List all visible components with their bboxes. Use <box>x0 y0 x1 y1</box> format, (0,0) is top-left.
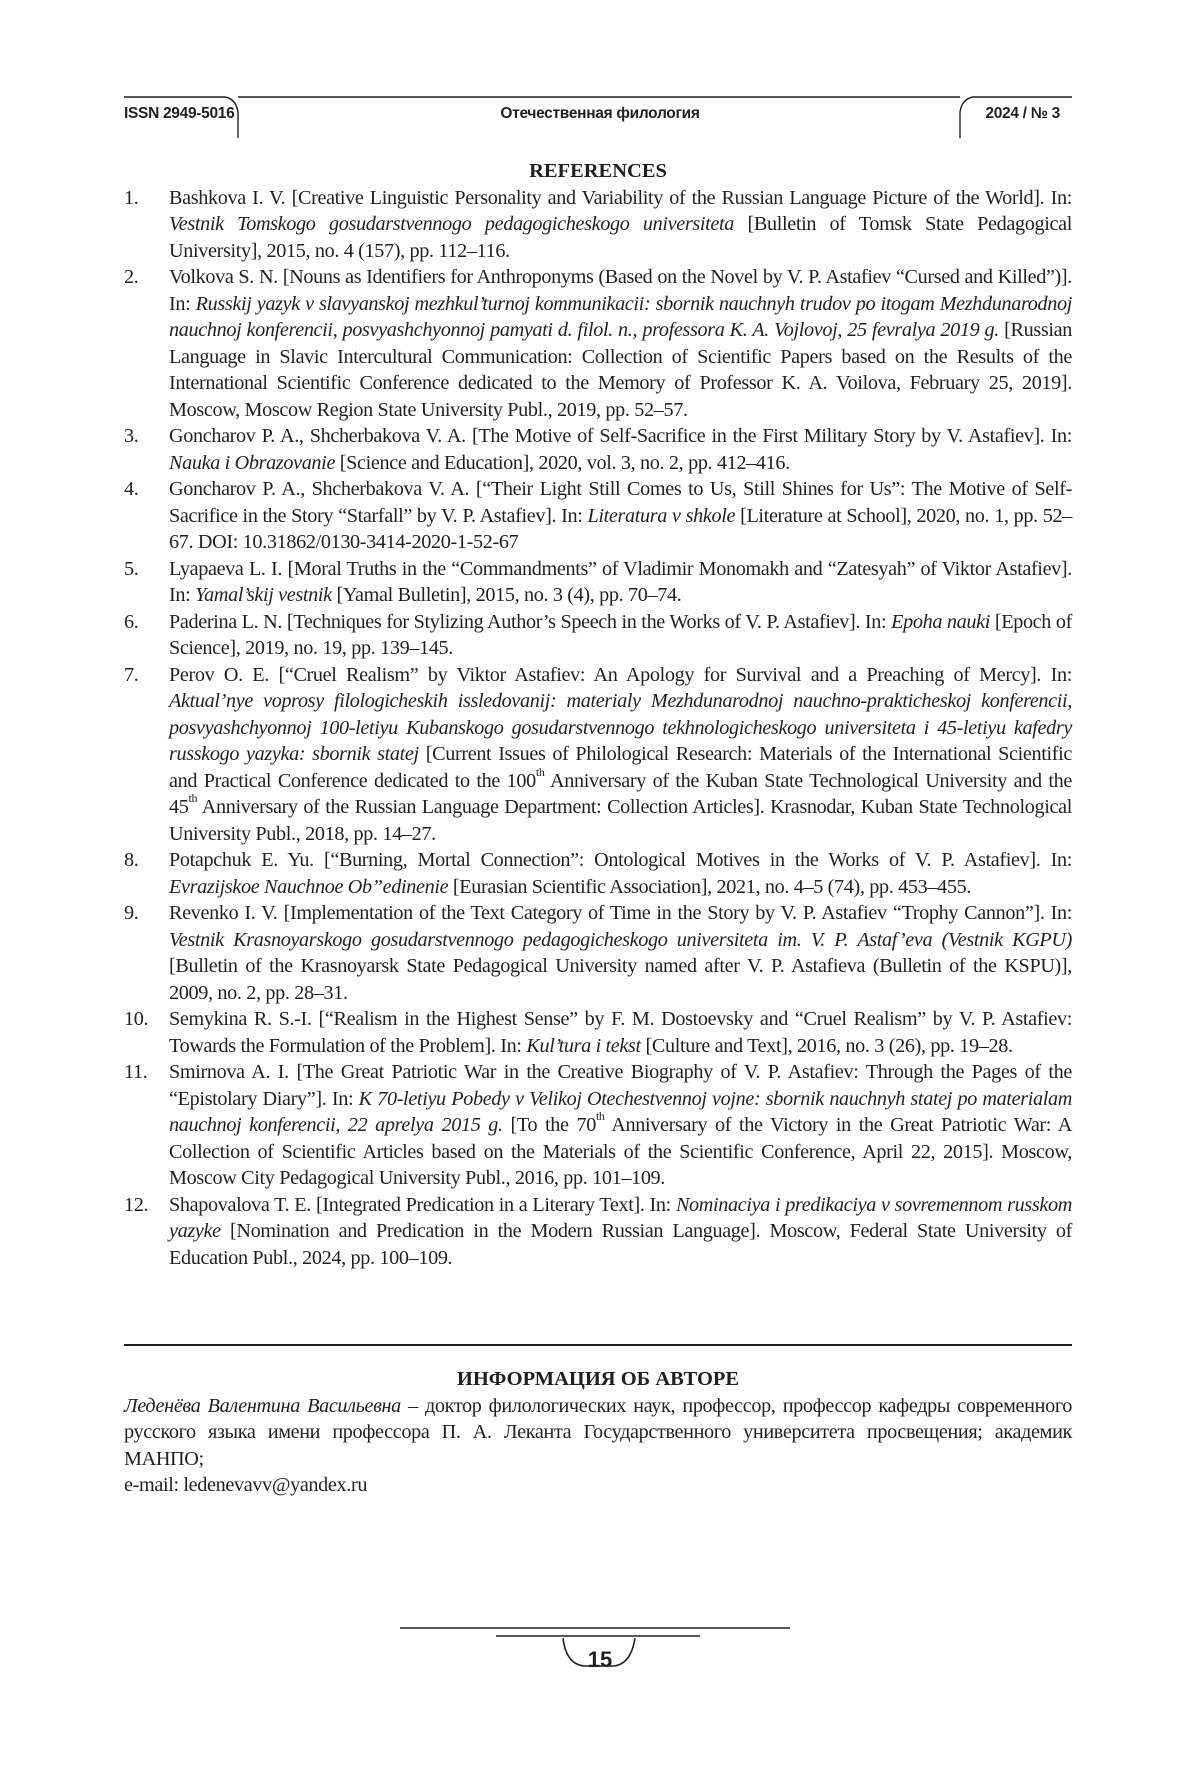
reference-source-title: Literatura v shkole <box>587 504 736 527</box>
reference-text <box>169 664 1072 845</box>
reference-text-segment: Paderina L. N. [Techniques for Stylizing Author’s Speech in the Works of V. P. Astafiev]. In: <box>169 610 892 633</box>
reference-item <box>124 662 1072 848</box>
reference-item <box>124 556 1072 609</box>
reference-number: 6. <box>124 610 139 633</box>
reference-text <box>169 558 1072 607</box>
reference-item <box>124 1006 1072 1059</box>
author-info-heading: ИНФОРМАЦИЯ ОБ АВТОРЕ <box>456 1368 740 1390</box>
reference-list <box>124 185 1072 1272</box>
reference-text-segment: [Bulletin of Tomsk State Pedagogical University], 2015, no. 4 (157), pp. 112–116. <box>169 213 1072 262</box>
reference-source-title: Aktual’nye voprosy filologicheskih issledovanij: materialy Mezhdunarodnoj nauchno-prakticheskoj konferencii, posvyashchyonnoj 100-letiyu Kubanskogo gosudarstvennogo tekhnologicheskogo universiteta i 45-letiyu kafedry russkogo yazyka: sbornik statej <box>169 690 1072 765</box>
reference-number: 11. <box>124 1061 148 1083</box>
reference-item <box>124 476 1072 556</box>
ordinal-suffix: th <box>595 1109 605 1124</box>
ordinal-suffix: th <box>188 791 198 806</box>
reference-text-segment: [Culture and Text], 2016, no. 3 (26), pp. 19–28. <box>640 1034 1013 1057</box>
references-section <box>124 158 1072 1271</box>
reference-text-segment: Lyapaeva L. I. [Moral Truths in the “Commandments” of Vladimir Monomakh and “Zatesyah” of Viktor Astafiev]. In: <box>169 557 1072 606</box>
journal-title: Отечественная филология <box>500 105 700 122</box>
reference-text-segment: [Science and Education], 2020, vol. 3, no. 2, pp. 412–416. <box>335 451 790 474</box>
reference-number: 9. <box>124 902 139 924</box>
reference-number: 4. <box>124 478 139 500</box>
reference-text-segment: Goncharov P. A., Shcherbakova V. A. [The Motive of Self-Sacrifice in the First Military Story by V. Astafiev]. In: <box>169 425 1072 447</box>
reference-text <box>169 1194 1072 1269</box>
reference-text-segment: Bashkova I. V. [Creative Linguistic Personality and Variability of the Russian Language Picture of the World]. In: <box>169 186 1072 209</box>
reference-text-segment: [Yamal Bulletin], 2015, no. 3 (4), pp. 70–74. <box>331 584 682 606</box>
reference-text-segment: Shapovalova T. E. [Integrated Predication in a Literary Text]. In: <box>169 1193 676 1216</box>
reference-text-segment: Semykina R. S.-I. [“Realism in the Highest Sense” by F. M. Dostoevsky and “Cruel Realism” by V. P. Astafiev: Towards the Formulation of the Problem]. In: <box>169 1008 1072 1057</box>
reference-text-segment: [Literature at School], 2020, no. 1, pp. 52–67. DOI: 10.31862/0130-3414-2020-1-52-67 <box>169 504 1073 553</box>
reference-text <box>169 1061 1072 1189</box>
reference-item <box>124 1192 1072 1272</box>
reference-source-title: Vestnik Krasnoyarskogo gosudarstvennogo pedagogicheskogo universiteta im. V. P. Astaf’eva (Vestnik KGPU) <box>169 928 1072 951</box>
reference-text-segment: [Epoch of Science], 2019, no. 19, pp. 139–145. <box>169 610 1072 659</box>
reference-text-segment: Volkova S. N. [Nouns as Identifiers for Anthroponyms (Based on the Novel by V. P. Astafiev “Cursed and Killed”)]. In: <box>169 266 1072 315</box>
reference-item <box>124 185 1072 265</box>
reference-number: 2. <box>124 266 139 288</box>
reference-text-segment: Anniversary of the Victory in the Great Patriotic War: A Collection of Scientific Articles based on the Materials of the Scientific Conference, April 22, 2015]. Moscow, Moscow City Pedagogical University Publ., 2016, pp. 101–109. <box>169 1114 1072 1189</box>
reference-source-title: Yamal’skij vestnik <box>195 584 332 606</box>
reference-source-title: Russkij yazyk v slavyanskoj mezhkul’turnoj kommunikacii: sbornik nauchnyh trudov po itogam Mezhdunarodnoj nauchnoj konferencii, posvyashchyonnoj pamyati d. filol. n., professora K. A. Vojlovoj, 25 fevralya 2019 g. <box>169 292 1073 341</box>
reference-number: 3. <box>124 425 139 447</box>
reference-source-title: K 70-letiyu Pobedy v Velikoj Otechestvennoj vojne: sbornik nauchnyh statej po materialam nauchnoj konferencii, 22 aprelya 2015 g. <box>169 1087 1072 1136</box>
reference-item <box>124 1059 1072 1192</box>
reference-number: 8. <box>124 849 139 871</box>
reference-item <box>124 900 1072 1006</box>
reference-text <box>169 1008 1072 1057</box>
reference-text-segment: [To the 70 <box>502 1114 596 1136</box>
reference-source-title: Epoha nauki <box>891 610 991 633</box>
reference-text-segment: Revenko I. V. [Implementation of the Text Category of Time in the Story by V. P. Astafiev “Trophy Cannon”]. In: <box>169 902 1072 924</box>
reference-text-segment: Perov O. E. [“Cruel Realism” by Viktor Astafiev: An Apology for Survival and a Preaching of Mercy]. In: <box>169 663 1072 686</box>
reference-source-title: Evrazijskoe Nauchnoe Ob”edinenie <box>169 875 449 898</box>
issue-label: 2024 / № 3 <box>985 105 1060 122</box>
page-number: 15 <box>587 1647 613 1672</box>
reference-item <box>124 423 1072 476</box>
reference-text <box>169 187 1072 262</box>
reference-text-segment: Anniversary of the Russian Language Department: Collection Articles]. Krasnodar, Kuban State Technological University Publ., 2018, pp. 14–27. <box>169 796 1072 845</box>
references-heading: REFERENCES <box>529 160 667 182</box>
reference-source-title: Vestnik Tomskogo gosudarstvennogo pedagogicheskogo universiteta <box>169 213 735 235</box>
issn-label: ISSN 2949-5016 <box>124 105 235 122</box>
reference-item <box>124 264 1072 423</box>
reference-item <box>124 609 1072 662</box>
page-footer <box>0 1620 1200 1710</box>
reference-text <box>169 478 1072 553</box>
reference-source-title: Kul’tura i tekst <box>526 1034 641 1057</box>
author-name: Леденёва Валентина Васильевна <box>124 1394 401 1417</box>
author-description: – доктор филологических наук, профессор, профессор кафедры современного русского языка имени профессора П. А. Леканта Государственного университета просвещения; академик МАНПО; <box>124 1394 1072 1470</box>
reference-number: 1. <box>124 186 139 209</box>
author-email[interactable]: e-mail: ledenevavv@yandex.ru <box>124 1474 368 1496</box>
reference-item <box>124 847 1072 900</box>
reference-text-segment: [Russian Language in Slavic Intercultural Communication: Collection of Scientific Papers based on the Results of the International Scientific Conference dedicated to the Memory of Professor K. A. Voilova, February 25, 2019]. Moscow, Moscow Region State University Publ., 2019, pp. 52–57. <box>169 319 1072 421</box>
reference-number: 10. <box>124 1008 149 1030</box>
section-divider <box>124 1344 1072 1346</box>
reference-text <box>169 425 1072 474</box>
reference-text-segment: Smirnova A. I. [The Great Patriotic War in the Creative Biography of V. P. Astafiev: Through the Pages of the “Epistolary Diary”]. In: <box>169 1061 1072 1110</box>
reference-number: 7. <box>124 663 139 686</box>
reference-text <box>169 902 1072 1004</box>
running-header <box>0 0 1200 150</box>
reference-text-segment: [Nomination and Predication in the Modern Russian Language]. Moscow, Federal State University of Education Publ., 2024, pp. 100–109. <box>169 1220 1072 1269</box>
reference-source-title: Nauka i Obrazovanie <box>169 451 336 474</box>
reference-text-segment: Potapchuk E. Yu. [“Burning, Mortal Connection”: Ontological Motives in the Works of V. P. Astafiev]. In: <box>169 849 1072 871</box>
author-bio <box>124 1393 1072 1473</box>
reference-text-segment: [Current Issues of Philological Research: Materials of the International Scientific and Practical Conference dedicated to the 100 <box>169 743 1073 792</box>
reference-source-title: Nominaciya i predikaciya v sovremennom russkom yazyke <box>169 1193 1072 1242</box>
reference-text-segment: [Eurasian Scientific Association], 2021, no. 4–5 (74), pp. 453–455. <box>448 875 972 898</box>
reference-text <box>169 611 1072 660</box>
reference-text-segment: [Bulletin of the Krasnoyarsk State Pedagogical University named after V. P. Astafieva (Bulletin of the KSPU)], 2009, no. 2, pp. 28–31. <box>169 955 1072 1004</box>
reference-number: 12. <box>124 1193 149 1216</box>
reference-text <box>169 849 1072 898</box>
ordinal-suffix: th <box>535 764 545 779</box>
header-frame <box>0 0 1200 150</box>
reference-text-segment: Goncharov P. A., Shcherbakova V. A. [“Their Light Still Comes to Us, Still Shines for Us”: The Motive of Self-Sacrifice in the Story “Starfall” by V. P. Astafiev]. In: <box>169 478 1072 527</box>
reference-text <box>169 266 1072 421</box>
reference-number: 5. <box>124 557 139 580</box>
author-info-section <box>124 1366 1072 1499</box>
reference-text-segment: Anniversary of the Kuban State Technological University and the 45 <box>169 769 1072 818</box>
